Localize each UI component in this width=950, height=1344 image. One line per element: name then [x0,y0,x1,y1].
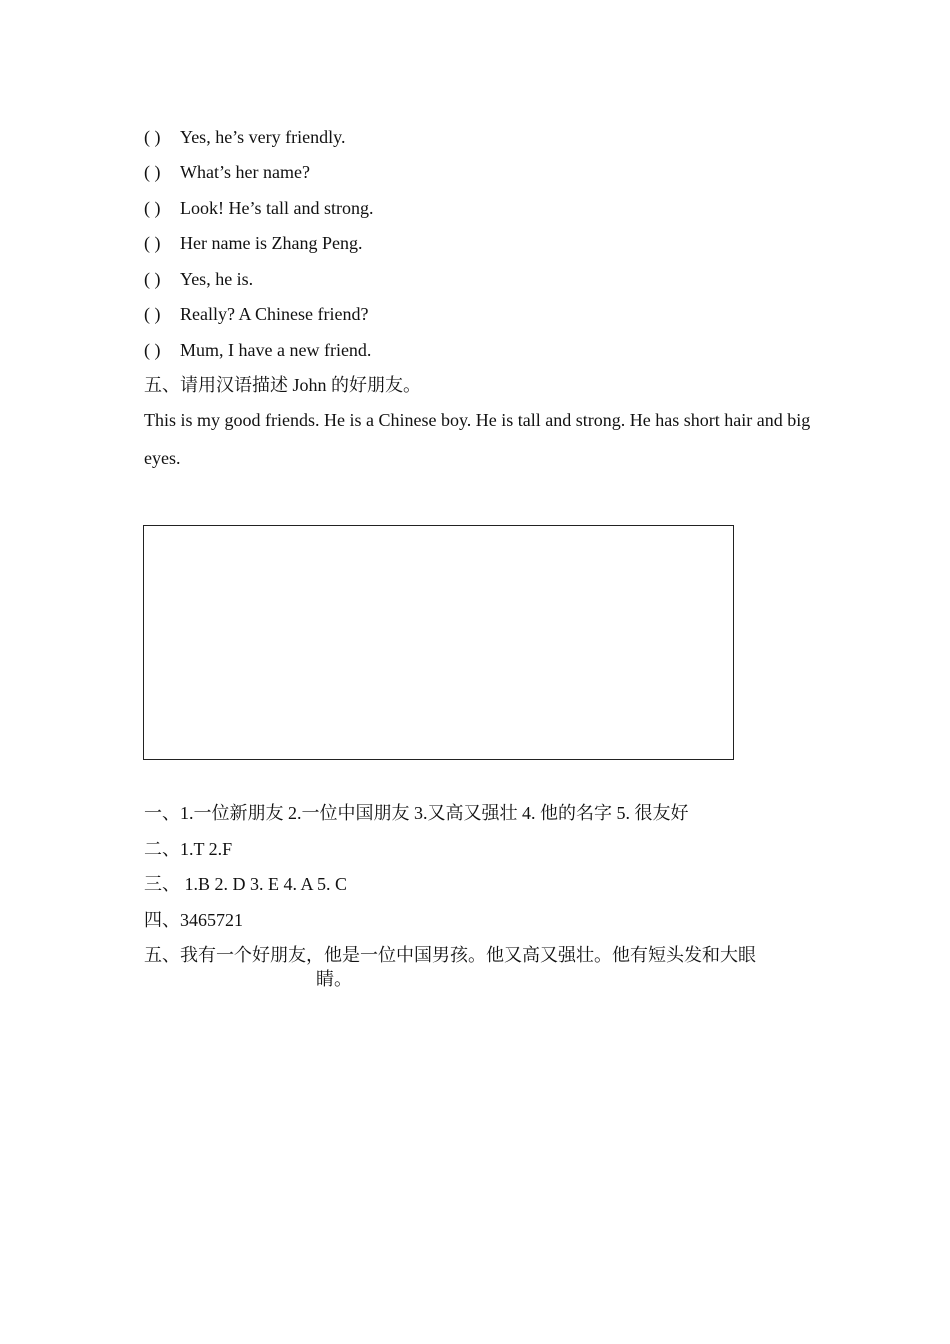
dialogue-text: What’s her name? [180,162,310,182]
answer-key-4: 四、3465721 [144,910,243,930]
dialogue-line-5 [144,268,253,290]
dialogue-line-7 [144,339,371,361]
dialogue-text: Look! He’s tall and strong. [180,198,374,218]
dialogue-text: Yes, he is. [180,269,254,289]
answer-key-3: 三、 1.B 2. D 3. E 4. A 5. C [144,874,348,894]
answer-key-5-tail: 睛。 [316,969,352,989]
answer-blank[interactable]: ( ) [144,198,161,218]
answer-key-2: 二、1.T 2.F [144,839,233,859]
dialogue-text: Really? A Chinese friend? [180,304,369,324]
answer-box[interactable] [143,525,734,760]
answer-key-1: 一、1.一位新朋友 2.一位中国朋友 3.又高又强壮 4. 他的名字 5. 很友好 [144,803,689,823]
answer-blank[interactable]: ( ) [144,233,161,253]
dialogue-text: Mum, I have a new friend. [180,340,372,360]
answer-blank[interactable]: ( ) [144,304,161,324]
answer-blank[interactable]: ( ) [144,162,161,182]
answer-blank[interactable]: ( ) [144,127,161,147]
answer-blank[interactable]: ( ) [144,269,161,289]
dialogue-line-4 [144,232,362,254]
section5-passage: This is my good friends. He is a Chinese boy. He is tall and strong. He has short hair and big eyes. [144,410,811,468]
dialogue-line-3 [144,197,373,219]
answer-key-5: 五、我有一个好朋友，他是一位中国男孩。他又高又强壮。他有短头发和大眼 [144,945,756,965]
dialogue-line-2 [144,161,310,183]
dialogue-text: Yes, he’s very friendly. [180,127,346,147]
answer-blank[interactable]: ( ) [144,340,161,360]
dialogue-line-6 [144,303,368,325]
dialogue-line-1 [144,126,345,148]
section5-heading: 五、请用汉语描述 John 的好朋友。 [144,375,422,395]
dialogue-text: Her name is Zhang Peng. [180,233,363,253]
